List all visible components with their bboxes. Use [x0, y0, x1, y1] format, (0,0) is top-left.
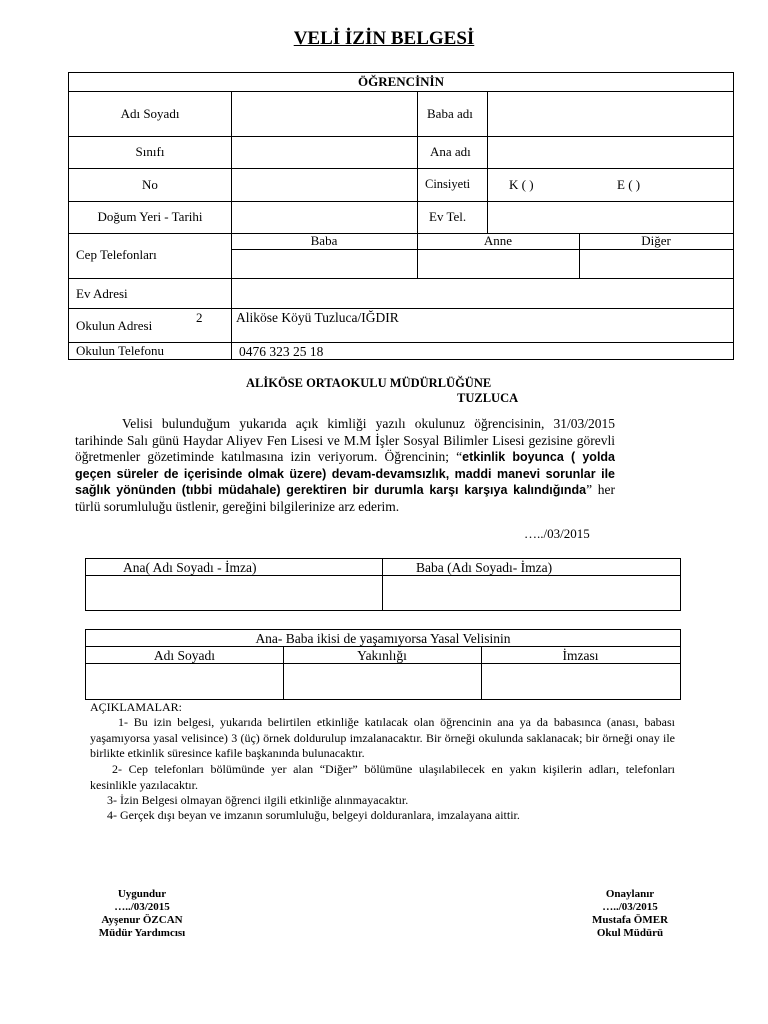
note-item-2: 2- Cep telefonları bölümünde yer alan “Diğer” bölümüne ulaşılabilecek en yakın kişilerin adları, telefonları kesinlikle yazılacaktır.	[90, 762, 675, 792]
school-address-number: 2	[196, 310, 203, 325]
guardian-relation-field[interactable]	[286, 665, 479, 697]
phone-father-label: Baba	[310, 233, 338, 248]
phone-other-field[interactable]	[583, 252, 729, 276]
mother-signature-field[interactable]	[88, 577, 380, 608]
birth-label: Doğum Yeri - Tarihi	[97, 209, 203, 224]
father-name-label: Baba adı	[427, 106, 473, 121]
paragraph-text-2: ” her türlü sorumluluğu üstlenir, gereğini bilgilerinize arz ederim.	[75, 482, 615, 514]
vice-principal-signature-block	[72, 888, 212, 940]
gender-female-option[interactable]: E ( )	[617, 177, 641, 192]
mother-name-label: Ana adı	[430, 144, 471, 159]
no-field[interactable]	[237, 170, 412, 199]
home-tel-field[interactable]	[493, 203, 729, 231]
gender-label: Cinsiyeti	[425, 177, 471, 191]
no-label: No	[142, 177, 158, 192]
guardian-signature-header: İmzası	[562, 648, 599, 663]
school-phone-label: Okulun Telefonu	[76, 343, 165, 358]
school-phone-value: 0476 323 25 18	[239, 344, 324, 359]
home-address-label: Ev Adresi	[76, 286, 128, 301]
name-field[interactable]	[237, 93, 412, 135]
note-item-4: 4- Gerçek dışı beyan ve imzanın sorumluluğu, belgeyi dolduranlara, imzalayana aittir.	[107, 808, 520, 822]
guardian-header: Ana- Baba ikisi de yaşamıyorsa Yasal Velisinin	[255, 631, 511, 646]
approval-left-date: …../03/2015	[114, 901, 170, 913]
name-label: Adı Soyadı	[120, 106, 180, 121]
school-address-value: Aliköse Köyü Tuzluca/IĞDIR	[236, 310, 399, 325]
guardian-relation-header: Yakınlığı	[357, 648, 407, 663]
student-section-header: ÖĞRENCİNİN	[358, 74, 444, 89]
guardian-name-field[interactable]	[88, 665, 281, 697]
father-signature-field[interactable]	[385, 577, 678, 608]
mother-signature-label: Ana( Adı Soyadı - İmza)	[123, 560, 257, 575]
document-title: VELİ İZİN BELGESİ	[293, 28, 475, 49]
school-address-label: Okulun Adresi	[76, 318, 153, 333]
father-name-field[interactable]	[493, 93, 729, 135]
gender-male-option[interactable]: K ( )	[509, 177, 534, 192]
guardian-signature-field[interactable]	[484, 665, 678, 697]
paragraph-bold-text: etkinlik boyunca ( yolda geçen süreler de içerisinde olmak üzere) devam-devamsızlık, maddi manevi sorunlar ile sağlık yönünden (tıbbi müdahale) gerektiren bir durumla karşı karşıya kalındığında	[75, 450, 616, 497]
note-item-1: 1- Bu izin belgesi, yukarıda belirtilen etkinliğe katılacak olan öğrencinin ana ya da babasınca (anası, babası yaşamıyorsa yasal velisince) 3 (üç) örnek doldurulup imzalanacaktır. Bir örneği okulunda saklanacak; bir örneği onay ile birlikte etkinlik süresince kafile başkanında bulunacaktır.	[90, 715, 675, 760]
body-date: …../03/2015	[524, 526, 590, 541]
guardian-box	[85, 629, 681, 700]
phone-mother-field[interactable]	[421, 252, 575, 276]
parents-signature-box	[85, 558, 681, 611]
home-tel-label: Ev Tel.	[429, 209, 467, 224]
birth-field[interactable]	[237, 203, 412, 231]
phone-other-label: Diğer	[641, 233, 671, 248]
student-info-table	[68, 72, 734, 360]
guardian-name-header: Adı Soyadı	[153, 648, 216, 663]
mother-name-field[interactable]	[493, 138, 729, 166]
class-field[interactable]	[237, 138, 412, 166]
note-item-3: 3- İzin Belgesi olmayan öğrenci ilgili etkinliğe alınmayacaktır.	[107, 793, 409, 807]
vice-principal-name: Ayşenur ÖZCAN	[101, 914, 183, 926]
approval-right-date: …../03/2015	[602, 901, 658, 913]
vice-principal-title: Müdür Yardımcısı	[98, 927, 186, 939]
principal-signature-block	[558, 888, 702, 940]
paragraph-text-1: Velisi bulunduğum yukarıda açık kimliği yazılı okulunuz öğrencisinin, 31/03/2015 tarihinde Salı günü Haydar Aliyev Fen Lisesi ve M.M İşler Sosyal Bilimler Lisesi gezisine görevli öğretmenler gözetiminde katılmasına izin veriyorum. Öğrencinin; “	[75, 416, 615, 464]
addressee-line1: ALİKÖSE ORTAOKULU MÜDÜRLÜĞÜNE	[246, 376, 492, 390]
addressee-line2: TUZLUCA	[457, 391, 519, 405]
approval-right-label: Onaylanır	[605, 888, 655, 900]
permission-paragraph	[75, 416, 615, 515]
father-signature-label: Baba (Adı Soyadı- İmza)	[416, 560, 553, 575]
principal-name: Mustafa ÖMER	[591, 914, 669, 926]
approval-left-label: Uygundur	[117, 888, 167, 900]
phone-father-field[interactable]	[235, 252, 413, 276]
principal-title: Okul Müdürü	[596, 927, 664, 939]
class-label: Sınıfı	[135, 144, 165, 159]
cell-phones-label: Cep Telefonları	[76, 247, 157, 262]
notes-heading: AÇIKLAMALAR:	[90, 700, 182, 714]
phone-mother-label: Anne	[483, 233, 513, 248]
home-address-field[interactable]	[235, 280, 729, 306]
